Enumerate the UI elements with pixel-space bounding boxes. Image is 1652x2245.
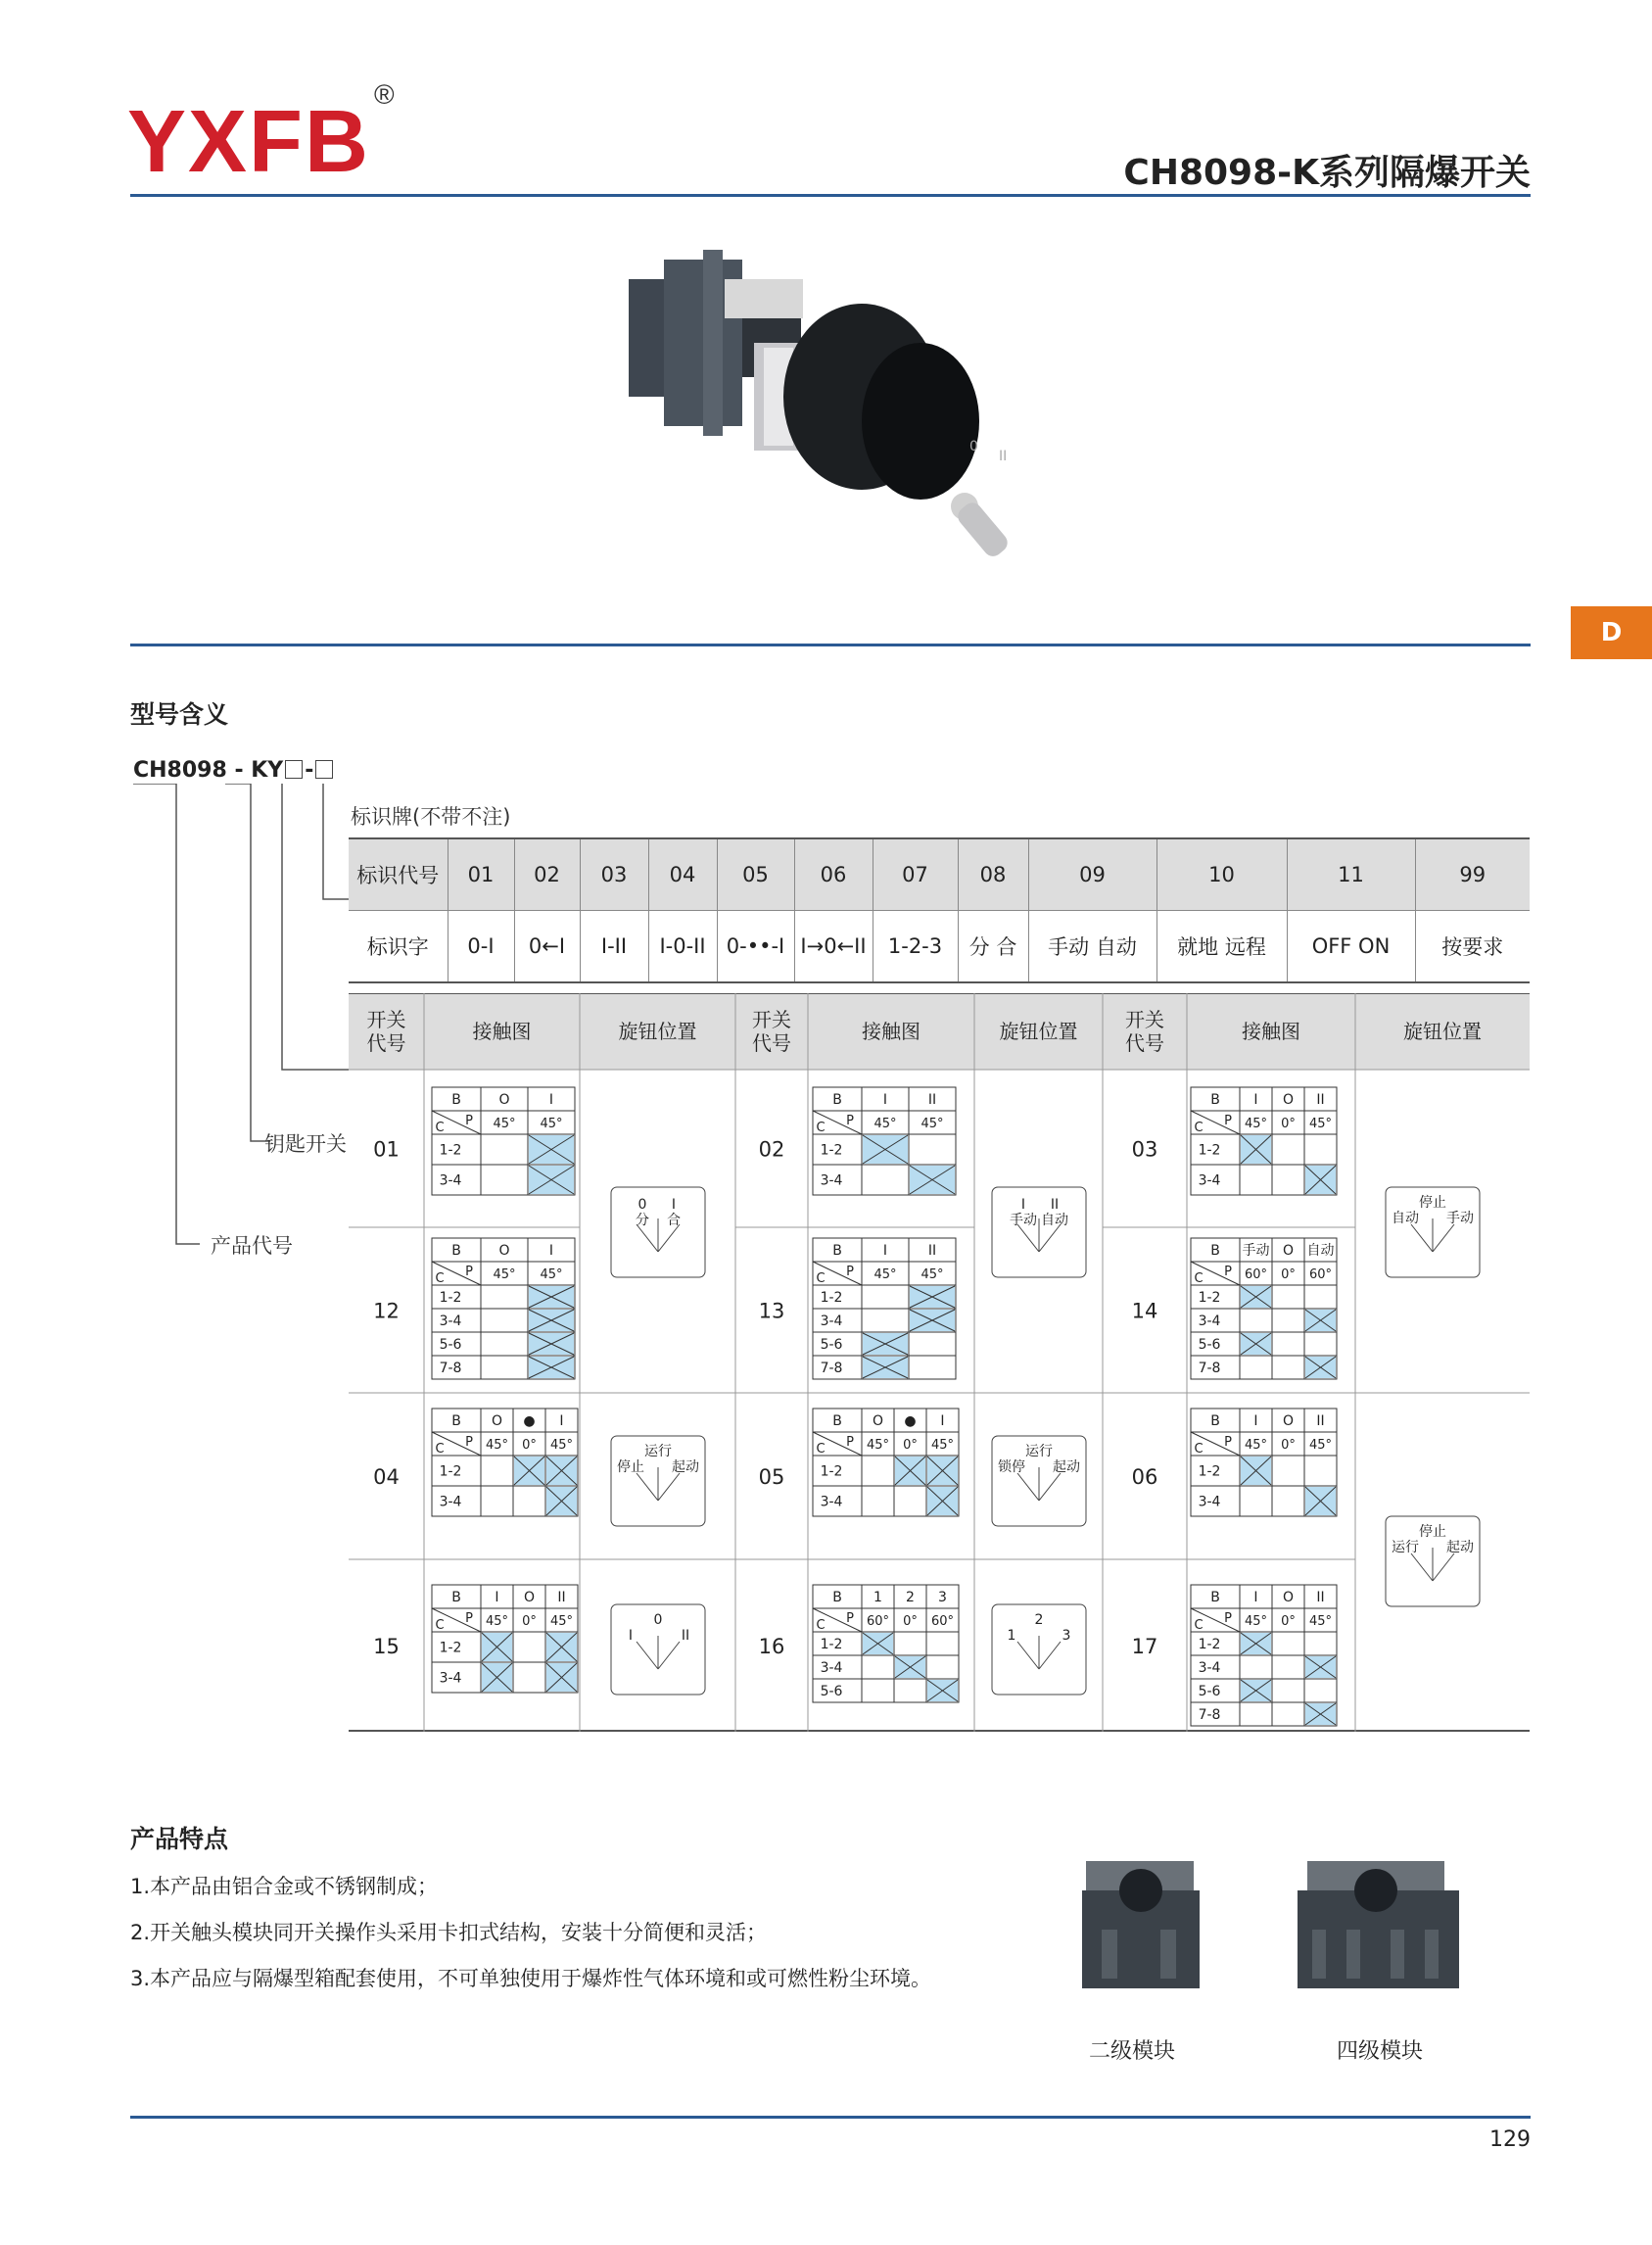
contact-angle-label: 0° <box>522 1438 537 1453</box>
contact-col-label: ● <box>523 1413 536 1429</box>
contact-col-label: 手动 <box>1242 1243 1270 1259</box>
knob-label: 停止 <box>1419 1195 1446 1211</box>
knob-label: 运行 <box>1025 1444 1053 1459</box>
contact-col-label: I <box>1253 1590 1258 1605</box>
contact-col-label: B <box>451 1590 461 1605</box>
contact-angle-label: 0° <box>1281 1267 1296 1282</box>
grid-header-label: 开关 <box>366 1008 406 1031</box>
knob-label: II <box>681 1628 690 1644</box>
contact-col-label: O <box>1282 1590 1295 1605</box>
ident-code: 10 <box>1156 838 1287 911</box>
contact-angle-label: 45° <box>1308 1438 1333 1453</box>
switch-code: 04 <box>373 1465 400 1489</box>
contact-row-label: 3-4 <box>1198 1314 1221 1329</box>
grid-header-label: 旋钮位置 <box>999 1020 1078 1043</box>
contact-row-label: 5-6 <box>1198 1337 1221 1353</box>
grid-header-label: 接触图 <box>472 1020 532 1043</box>
contact-row-label: 1-2 <box>439 1290 462 1306</box>
contact-angle-label: 60° <box>1244 1267 1268 1282</box>
contact-angle-label: 45° <box>549 1438 574 1453</box>
ident-text: 按要求 <box>1415 911 1530 983</box>
contact-row-label: 3-4 <box>439 1494 462 1510</box>
svg-text:II: II <box>999 449 1008 464</box>
ident-code: 06 <box>794 838 873 911</box>
feature-item: 2.开关触头模块同开关操作头采用卡扣式结构，安装十分简便和灵活； <box>130 1921 768 1944</box>
switch-code: 05 <box>758 1465 785 1489</box>
knob-label: 锁停 <box>998 1459 1025 1475</box>
switch-code: 06 <box>1131 1465 1158 1489</box>
contact-angle-label: 60° <box>866 1614 890 1629</box>
contact-col-label: O <box>1282 1092 1295 1108</box>
contact-corner-label: P <box>465 1435 473 1450</box>
knob-label: 手动 <box>1446 1211 1474 1226</box>
grid-header-label: 接触图 <box>862 1020 920 1043</box>
ident-code: 07 <box>873 838 958 911</box>
knob-label: 2 <box>1034 1612 1044 1628</box>
contact-corner-label: C <box>816 1618 826 1633</box>
ident-code: 03 <box>580 838 648 911</box>
knob-label: 合 <box>667 1213 681 1228</box>
contact-angle-label: 45° <box>866 1438 890 1453</box>
contact-corner-label: C <box>1194 1442 1204 1457</box>
contact-col-label: B <box>451 1413 461 1429</box>
contact-angle-label: 45° <box>540 1117 563 1131</box>
contact-angle-label: 45° <box>493 1117 516 1131</box>
contact-row-label: 1-2 <box>820 1142 843 1159</box>
ident-code: 01 <box>448 838 514 911</box>
knob-label: 0 <box>653 1612 663 1628</box>
ident-text: I→0←II <box>794 911 873 983</box>
contact-corner-label: P <box>846 1265 854 1279</box>
page-title: CH8098-K系列隔爆开关 <box>1123 153 1531 193</box>
contact-corner-label: C <box>816 1442 826 1457</box>
code-box-2 <box>315 760 333 779</box>
ident-code: 09 <box>1028 838 1156 911</box>
contact-angle-label: 45° <box>1308 1117 1333 1131</box>
contact-col-label: B <box>451 1092 461 1108</box>
model-heading: 型号含义 <box>130 700 229 729</box>
section-rule <box>130 644 1531 646</box>
knob-label: 运行 <box>1392 1540 1419 1555</box>
contact-angle-label: 0° <box>903 1438 918 1453</box>
contact-col-label: I <box>882 1243 888 1259</box>
contact-col-label: O <box>491 1413 503 1429</box>
code-box-1 <box>285 760 303 779</box>
contact-col-label: B <box>832 1590 842 1605</box>
knob-label: 运行 <box>644 1444 672 1459</box>
contact-angle-label: 45° <box>873 1117 897 1131</box>
contact-row-label: 5-6 <box>820 1337 843 1353</box>
label-key-switch: 钥匙开关 <box>264 1132 347 1156</box>
grid-header-label: 代号 <box>1125 1031 1164 1055</box>
contact-col-label: O <box>523 1590 536 1605</box>
contact-row-label: 1-2 <box>1198 1463 1221 1480</box>
label-plate: 标识牌(不带不注) <box>351 805 511 829</box>
page-number: 129 <box>1489 2127 1531 2152</box>
contact-row-label: 1-2 <box>1198 1637 1221 1652</box>
feature-item: 3.本产品应与隔爆型箱配套使用，不可单独使用于爆炸性气体环境和或可燃性粉尘环境。 <box>130 1967 932 1990</box>
contact-angle-label: 45° <box>920 1117 944 1131</box>
product-photo <box>617 250 1067 583</box>
contact-corner-label: C <box>435 1271 445 1286</box>
contact-corner-label: C <box>435 1618 445 1633</box>
contact-col-label: II <box>1316 1092 1325 1108</box>
contact-row-label: 7-8 <box>1198 1361 1221 1376</box>
contact-row-label: 3-4 <box>439 1172 462 1189</box>
contact-col-label: I <box>1253 1413 1258 1429</box>
contact-angle-label: 45° <box>540 1267 563 1282</box>
contact-corner-label: P <box>846 1114 854 1128</box>
contact-angle-label: 0° <box>1281 1117 1296 1131</box>
brand-logo: YXFB ® <box>127 79 397 191</box>
contact-angle-label: 45° <box>930 1438 955 1453</box>
ident-row-head-text: 标识字 <box>366 935 429 959</box>
contact-row-label: 7-8 <box>439 1361 462 1376</box>
switch-grid <box>349 993 1530 1732</box>
contact-row-label: 3-4 <box>820 1494 843 1510</box>
switch-code: 16 <box>758 1635 785 1658</box>
grid-header-label: 旋钮位置 <box>618 1020 697 1043</box>
contact-col-label: I <box>548 1243 554 1259</box>
switch-code: 01 <box>373 1137 400 1162</box>
contact-col-label: B <box>1210 1413 1220 1429</box>
contact-col-label: I <box>1253 1092 1258 1108</box>
contact-col-label: B <box>1210 1092 1220 1108</box>
knob-label: 3 <box>1062 1628 1071 1644</box>
switch-code: 12 <box>373 1299 400 1323</box>
contact-col-label: B <box>832 1413 842 1429</box>
ident-table <box>349 837 1530 983</box>
module-2-caption: 二级模块 <box>1089 2039 1176 2064</box>
contact-angle-label: 60° <box>930 1614 955 1629</box>
contact-col-label: 1 <box>873 1590 882 1605</box>
ident-code: 02 <box>514 838 580 911</box>
contact-row-label: 1-2 <box>1198 1290 1221 1306</box>
contact-col-label: B <box>832 1243 842 1259</box>
contact-angle-label: 45° <box>485 1438 509 1453</box>
contact-row-label: 3-4 <box>820 1314 843 1329</box>
contact-col-label: O <box>872 1413 884 1429</box>
contact-row-label: 3-4 <box>1198 1660 1221 1676</box>
switch-code: 13 <box>758 1299 785 1323</box>
contact-corner-label: C <box>1194 1121 1204 1135</box>
ident-text: 0←I <box>514 911 580 983</box>
grid-header-label: 旋钮位置 <box>1403 1020 1482 1043</box>
contact-row-label: 7-8 <box>1198 1707 1221 1723</box>
contact-row-label: 3-4 <box>820 1172 843 1189</box>
contact-corner-label: P <box>846 1611 854 1626</box>
contact-row-label: 1-2 <box>439 1463 462 1480</box>
footer-rule <box>130 2116 1531 2119</box>
contact-col-label: II <box>927 1243 937 1259</box>
contact-angle-label: 0° <box>522 1614 537 1629</box>
label-product-code: 产品代号 <box>211 1234 293 1258</box>
ident-text: 1-2-3 <box>873 911 958 983</box>
ident-row-head-code: 标识代号 <box>349 838 448 911</box>
knob-label: 手动 <box>1010 1213 1037 1228</box>
contact-corner-label: P <box>846 1435 854 1450</box>
switch-grid-canvas <box>349 993 1530 1732</box>
ident-text: 分 合 <box>958 911 1028 983</box>
contact-col-label: II <box>1316 1590 1325 1605</box>
contact-col-label: I <box>559 1413 564 1429</box>
contact-col-label: O <box>1282 1413 1295 1429</box>
knob-label: 起动 <box>1053 1459 1080 1475</box>
contact-angle-label: 45° <box>485 1614 509 1629</box>
contact-row-label: 1-2 <box>820 1290 843 1306</box>
ident-text: I-0-II <box>648 911 717 983</box>
contact-col-label: II <box>557 1590 566 1605</box>
contact-row-label: 3-4 <box>439 1314 462 1329</box>
knob-label: 0 <box>637 1197 647 1213</box>
feature-item: 1.本产品由铝合金或不锈钢制成； <box>130 1875 439 1898</box>
contact-corner-label: P <box>465 1265 473 1279</box>
contact-row-label: 1-2 <box>820 1637 843 1652</box>
contact-col-label: I <box>548 1092 554 1108</box>
contact-row-label: 1-2 <box>439 1640 462 1656</box>
ident-text: OFF ON <box>1287 911 1415 983</box>
knob-label: 起动 <box>1446 1540 1474 1555</box>
grid-header-label: 代号 <box>752 1031 791 1055</box>
knob-label: II <box>1050 1197 1060 1213</box>
ident-text: 0-I <box>448 911 514 983</box>
knob-label: I <box>671 1197 677 1213</box>
contact-angle-label: 45° <box>1308 1614 1333 1629</box>
module-4-image <box>1288 1851 1469 1998</box>
ident-code: 08 <box>958 838 1028 911</box>
knob-label: 自动 <box>1041 1213 1068 1228</box>
contact-row-label: 5-6 <box>1198 1684 1221 1699</box>
contact-col-label: O <box>498 1243 510 1259</box>
contact-col-label: II <box>927 1092 937 1108</box>
ident-code: 11 <box>1287 838 1415 911</box>
contact-row-label: 5-6 <box>439 1337 462 1353</box>
contact-corner-label: C <box>1194 1271 1204 1286</box>
knob-label: 1 <box>1007 1628 1016 1644</box>
grid-header-label: 代号 <box>366 1031 406 1055</box>
ident-text: 0-••-I <box>717 911 794 983</box>
contact-corner-label: C <box>435 1121 445 1135</box>
contact-corner-label: P <box>1224 1114 1232 1128</box>
contact-row-label: 1-2 <box>820 1463 843 1480</box>
contact-col-label: 2 <box>906 1590 915 1605</box>
contact-corner-label: C <box>435 1442 445 1457</box>
switch-code: 02 <box>758 1137 785 1162</box>
switch-code: 17 <box>1131 1635 1158 1658</box>
contact-col-label: ● <box>904 1413 917 1429</box>
contact-col-label: O <box>498 1092 510 1108</box>
contact-angle-label: 0° <box>1281 1614 1296 1629</box>
contact-angle-label: 45° <box>549 1614 574 1629</box>
switch-code: 14 <box>1131 1299 1158 1323</box>
contact-row-label: 3-4 <box>1198 1172 1221 1189</box>
features-heading: 产品特点 <box>130 1825 229 1853</box>
contact-col-label: I <box>495 1590 499 1605</box>
header-rule <box>130 194 1531 197</box>
knob-label: 起动 <box>672 1459 699 1475</box>
contact-corner-label: P <box>1224 1611 1232 1626</box>
model-code: CH8098 - KY - <box>133 758 335 783</box>
contact-angle-label: 45° <box>873 1267 897 1282</box>
svg-text:0: 0 <box>969 439 978 454</box>
contact-corner-label: P <box>1224 1265 1232 1279</box>
contact-angle-label: 45° <box>1244 1117 1268 1131</box>
contact-angle-label: 45° <box>1244 1614 1268 1629</box>
contact-angle-label: 45° <box>1244 1438 1268 1453</box>
ident-text: 手动 自动 <box>1028 911 1156 983</box>
contact-angle-label: 0° <box>1281 1438 1296 1453</box>
contact-corner-label: P <box>1224 1435 1232 1450</box>
contact-row-label: 3-4 <box>820 1660 843 1676</box>
contact-corner-label: P <box>465 1611 473 1626</box>
ident-code: 05 <box>717 838 794 911</box>
contact-corner-label: C <box>816 1271 826 1286</box>
ident-code: 04 <box>648 838 717 911</box>
contact-col-label: 自动 <box>1306 1243 1335 1259</box>
knob-label: I <box>628 1628 634 1644</box>
contact-row-label: 3-4 <box>1198 1494 1221 1510</box>
contact-col-label: B <box>1210 1590 1220 1605</box>
knob-label: 停止 <box>1419 1524 1446 1540</box>
switch-code: 15 <box>373 1635 400 1658</box>
section-tab-d: D <box>1571 606 1652 659</box>
contact-row-label: 1-2 <box>1198 1142 1221 1159</box>
grid-header-label: 开关 <box>1125 1008 1164 1031</box>
contact-angle-label: 45° <box>493 1267 516 1282</box>
contact-col-label: B <box>832 1092 842 1108</box>
ident-text: 就地 远程 <box>1156 911 1287 983</box>
knob-label: I <box>1020 1197 1026 1213</box>
ident-code: 99 <box>1415 838 1530 911</box>
contact-col-label: B <box>451 1243 461 1259</box>
knob-label: 自动 <box>1392 1211 1419 1226</box>
knob-label: 分 <box>636 1213 649 1228</box>
contact-col-label: I <box>940 1413 945 1429</box>
contact-corner-label: C <box>816 1121 826 1135</box>
contact-angle-label: 60° <box>1308 1267 1333 1282</box>
code-leader-lines <box>127 784 362 1254</box>
contact-row-label: 1-2 <box>439 1142 462 1159</box>
module-4-caption: 四级模块 <box>1337 2039 1424 2064</box>
contact-row-label: 7-8 <box>820 1361 843 1376</box>
grid-header-label: 开关 <box>752 1008 791 1031</box>
contact-row-label: 5-6 <box>820 1684 843 1699</box>
contact-col-label: B <box>1210 1243 1220 1259</box>
grid-header-label: 接触图 <box>1242 1020 1300 1043</box>
switch-code: 03 <box>1131 1137 1158 1162</box>
module-2-image <box>1072 1851 1214 1998</box>
contact-corner-label: C <box>1194 1618 1204 1633</box>
contact-col-label: I <box>882 1092 888 1108</box>
ident-text: I-II <box>580 911 648 983</box>
knob-label: 停止 <box>617 1459 644 1475</box>
contact-angle-label: 0° <box>903 1614 918 1629</box>
contact-angle-label: 45° <box>920 1267 944 1282</box>
contact-col-label: 3 <box>938 1590 947 1605</box>
contact-corner-label: P <box>465 1114 473 1128</box>
contact-row-label: 3-4 <box>439 1670 462 1687</box>
contact-col-label: II <box>1316 1413 1325 1429</box>
contact-col-label: O <box>1282 1243 1295 1259</box>
